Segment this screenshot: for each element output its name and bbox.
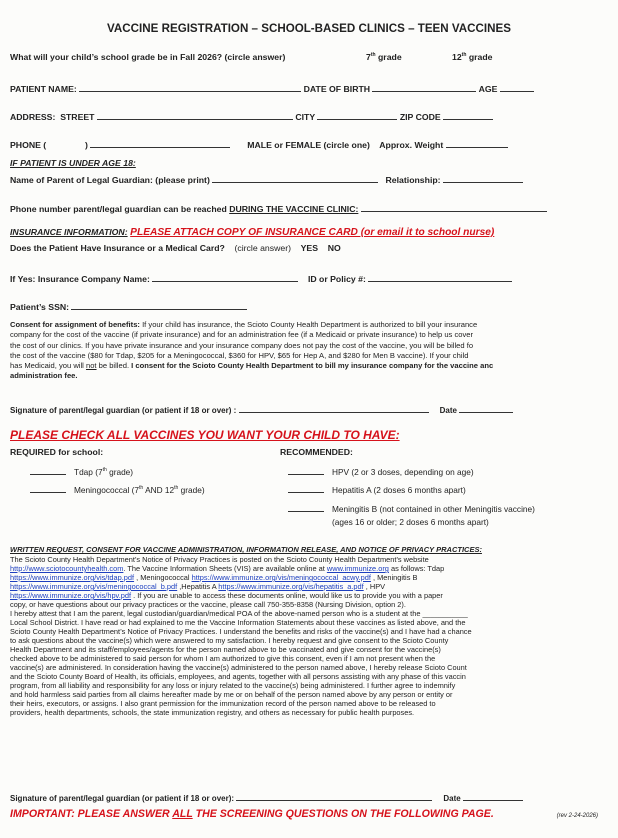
policy-field[interactable] — [368, 272, 512, 282]
city-label: CITY — [295, 112, 315, 122]
guardian-row — [10, 173, 612, 185]
signature-row-1 — [10, 403, 612, 415]
menb-checkbox[interactable] — [288, 511, 324, 512]
guardian-phone-row — [10, 202, 612, 214]
consent-heading: Consent for assignment of benefits: — [10, 320, 140, 329]
date-label-1: Date — [439, 406, 457, 415]
zip-field[interactable] — [443, 110, 493, 120]
date-field-1[interactable] — [459, 403, 513, 413]
hepa-row[interactable] — [288, 485, 612, 495]
address-row — [10, 110, 612, 122]
meningococcal-row[interactable]: Meningococcal (7th AND 12th grade) — [30, 485, 612, 495]
under-18-heading: IF PATIENT IS UNDER AGE 18: — [10, 158, 136, 168]
patient-name-row — [10, 82, 612, 94]
guardian-name-field[interactable] — [212, 173, 378, 183]
immunize-link[interactable]: www.immunize.org — [326, 564, 389, 573]
hepa-checkbox[interactable] — [288, 492, 324, 493]
privacy-line-1: The Scioto County Health Department’s Notice of Privacy Practices is posted on the Scioto County Health Department’s website — [10, 555, 429, 564]
signature-row-2 — [10, 791, 612, 803]
insurance-attach-note: PLEASE ATTACH COPY OF INSURANCE CARD (or email it to school nurse) — [130, 227, 495, 238]
privacy-line-3: https://www.immunize.org/vis/tdap.pdf , Meningococcal https://www.immunize.org/vis/meningococcal_acwy.pdf , Meningitis B — [10, 573, 418, 582]
insurance-no-option[interactable]: NO — [327, 243, 341, 253]
grade-12-option[interactable]: 12th grade — [452, 52, 493, 62]
guardian-name-label: Name of Parent of Legal Guardian: (please print) — [10, 175, 210, 185]
ssn-label: Patient’s SSN: — [10, 302, 70, 312]
weight-field[interactable] — [446, 138, 508, 148]
meningococcal-checkbox[interactable] — [30, 492, 66, 493]
circle-answer-note: (circle answer) — [234, 243, 291, 253]
consent-line-1-rest: If your child has insurance, the Scioto County Health Department is authorized to bill your insurance — [139, 320, 478, 329]
patient-name-label: PATIENT NAME: — [10, 84, 77, 94]
vaccine-headings — [10, 447, 612, 457]
hpv-checkbox[interactable] — [288, 474, 324, 475]
privacy-line-11: Health Department and its staff/employees/agents for the person named above to be vaccinated and give consent for the vaccine(s) — [10, 645, 441, 654]
ssn-field[interactable] — [71, 300, 247, 310]
privacy-line-18: providers, health departments, schools, the state immunization registry, and others as necessary for public health purposes. — [10, 708, 415, 717]
consent-line-5: has Medicaid, you will not be billed. I consent for the Scioto County Health Department to bill my insurance company for the vaccine anc — [10, 361, 494, 371]
health-dept-link[interactable]: http://www.sciotocountyhealth.com — [10, 564, 124, 573]
hpv-label: HPV (2 or 3 doses, depending on age) — [332, 467, 474, 477]
revision-date: (rev 2-24-2026) — [556, 813, 598, 819]
privacy-line-17: their heirs, executors, or assigns. I also grant permission for the immunization record of the person named above to be released to — [10, 699, 436, 708]
meningococcal-label: Meningococcal (7 — [74, 485, 140, 495]
ssn-row — [10, 300, 612, 312]
guardian-phone-label-underlined: DURING THE VACCINE CLINIC: — [229, 204, 359, 214]
signature-label-1: Signature of parent/legal guardian (or patient if 18 or over) : — [10, 406, 237, 415]
tdap-vis-link[interactable]: https://www.immunize.org/vis/tdap.pdf — [10, 573, 135, 582]
privacy-line-2: http://www.sciotocountyhealth.com. The Vaccine Information Sheets (VIS) are available online at www.immunize.org as follows: Tdap — [10, 564, 445, 573]
consent-line-6: administration fee. — [10, 371, 78, 381]
grade-question: What will your child’s school grade be in Fall 2026? (circle answer) — [10, 52, 286, 62]
zip-label: ZIP CODE — [399, 112, 441, 122]
menb-row[interactable] — [288, 504, 612, 514]
street-field[interactable] — [97, 110, 293, 120]
privacy-line-5: https://www.immunize.org/vis/hpv.pdf . If you are unable to access these documents online, would like us to provide you with a paper — [10, 591, 443, 600]
important-note-all: ALL — [172, 808, 193, 820]
written-request-heading: WRITTEN REQUEST, CONSENT FOR VACCINE ADMINISTRATION, INFORMATION RELEASE, AND NOTICE OF PRIVACY PRACTICES: — [10, 545, 482, 554]
consent-line-3: the cost of our clinics. If you have private insurance and your insurance company does not pay the cost of the vaccine, you will be billed fo — [10, 340, 474, 350]
grade-row — [10, 52, 612, 62]
insurance-heading-row — [10, 227, 612, 238]
check-all-heading: PLEASE CHECK ALL VACCINES YOU WANT YOUR CHILD TO HAVE: — [10, 428, 400, 442]
age-field[interactable] — [500, 82, 534, 92]
insurance-company-row — [10, 272, 612, 284]
relationship-label: Relationship: — [385, 175, 441, 185]
required-label: REQUIRED for school: — [10, 447, 104, 457]
privacy-line-16: and hold harmless said parties from all claims hereafter made by me or on behalf of the person named above by any person or entity or — [10, 690, 453, 699]
privacy-paragraph — [10, 555, 613, 717]
privacy-line-7: I hereby attest that I am the parent, legal custodian/guardian/medical POA of the above-named person who is a student at the ___________ — [10, 609, 468, 618]
hpv-vis-link[interactable]: https://www.immunize.org/vis/hpv.pdf — [10, 591, 132, 600]
important-note-post: THE SCREENING QUESTIONS ON THE FOLLOWING PAGE. — [192, 808, 494, 820]
privacy-line-12: checked above to be administered to said person for whom I am authorized to give this consent, even if I am not present when the — [10, 654, 436, 663]
city-field[interactable] — [317, 110, 397, 120]
dob-field[interactable] — [372, 82, 476, 92]
weight-label: Approx. Weight — [379, 140, 444, 150]
tdap-row[interactable]: Tdap (7th grade) — [30, 467, 612, 477]
area-code-field[interactable] — [49, 139, 83, 148]
guardian-phone-field[interactable] — [361, 202, 547, 212]
hepa-vis-link[interactable]: https://www.immunize.org/vis/hepatitis_a.pdf — [218, 582, 364, 591]
privacy-line-8: Local School District. I have read or had explained to me the Vaccine Information Statements about these vaccines as listed above, and the — [10, 618, 466, 627]
phone-row — [10, 138, 612, 150]
grade-7-option[interactable]: 7th grade — [366, 52, 402, 62]
signature-field-2[interactable] — [236, 791, 432, 801]
tdap-label: Tdap (7 — [74, 467, 103, 477]
relationship-field[interactable] — [443, 173, 523, 183]
form-title: VACCINE REGISTRATION – SCHOOL-BASED CLINICS – TEEN VACCINES — [107, 22, 511, 35]
hepa-label: Hepatitis A (2 doses 6 months apart) — [332, 485, 466, 495]
privacy-line-4: https://www.immunize.org/vis/meningococcal_b.pdf ,Hepatitis A https://www.immunize.org/vis/hepatitis_a.pdf , HPV — [10, 582, 386, 591]
date-field-2[interactable] — [463, 791, 523, 801]
insurance-company-label: If Yes: Insurance Company Name: — [10, 274, 150, 284]
phone-paren: ) — [85, 140, 88, 150]
policy-label: ID or Policy #: — [307, 274, 366, 284]
patient-name-field[interactable] — [79, 82, 301, 92]
guardian-phone-label: Phone number parent/legal guardian can be reached — [10, 204, 227, 214]
menb-vis-link[interactable]: https://www.immunize.org/vis/meningococcal_b.pdf — [10, 582, 178, 591]
insurance-yes-option[interactable]: YES — [300, 243, 319, 253]
important-note — [10, 808, 612, 820]
consent-line-2: company for the cost of the vaccine (if private insurance) and for an administration fee (if a Medicaid or private insurance) to help us cover — [10, 330, 474, 340]
address-label: ADDRESS: — [10, 112, 56, 122]
privacy-line-13: vaccine(s) are administered. In consideration having the vaccine(s) administered to the person named above, I hereby release Scioto Count — [10, 663, 467, 672]
menb-note: (ages 16 or older; 2 doses 6 months apart) — [332, 517, 489, 527]
privacy-line-14: and the Scioto County Board of Health, its officials, employees, and agents, together with all persons assisting with any phase of this vaccin — [10, 672, 466, 681]
consent-paragraph — [10, 320, 613, 382]
sex-option[interactable]: MALE or FEMALE (circle one) — [247, 140, 370, 150]
dob-label: DATE OF BIRTH — [303, 84, 371, 94]
mening-vis-link[interactable]: https://www.immunize.org/vis/meningococcal_acwy.pdf — [191, 573, 371, 582]
tdap-checkbox[interactable] — [30, 474, 66, 475]
hpv-row[interactable] — [288, 467, 612, 477]
insurance-heading: INSURANCE INFORMATION: — [10, 227, 128, 237]
privacy-line-6: copy, or have questions about our privacy practices or the vaccine, please call 750-355-8358 (Nursing Division, option 2). — [10, 600, 406, 609]
phone-label: PHONE ( — [10, 140, 47, 150]
consent-line-4: the cost of the vaccine ($80 for Tdap, $205 for a Meningococcal, $360 for HPV, $65 for Hep A, and $280 for Men B vaccine). If your child — [10, 350, 469, 360]
signature-label-2: Signature of parent/legal guardian (or patient if 18 or over): — [10, 794, 235, 803]
insurance-company-field[interactable] — [152, 272, 298, 282]
age-label: AGE — [478, 84, 498, 94]
privacy-line-10: to ask questions about the vaccine(s) which were answered to my satisfaction. I hereby request and give consent to the Scioto County — [10, 636, 449, 645]
signature-field-1[interactable] — [239, 403, 429, 413]
insurance-question: Does the Patient Have Insurance or a Medical Card? — [10, 243, 225, 253]
street-label: STREET — [60, 112, 95, 122]
date-label-2: Date — [443, 794, 461, 803]
recommended-label: RECOMMENDED: — [280, 447, 353, 457]
important-note-pre: IMPORTANT: PLEASE ANSWER — [10, 808, 173, 820]
privacy-line-15: program, from all liability and responsibility for any loss or injury related to the vaccine(s) being administered. I further agree to indemnify — [10, 681, 456, 690]
menb-label: Meningitis B (not contained in other Meningitis vaccine) — [332, 504, 535, 514]
insurance-question-row — [10, 243, 612, 253]
privacy-line-9: Scioto County Health Department’s Notice of Privacy Practices. I understand the benefits and risks of the vaccine(s) and I have had a chance — [10, 627, 472, 636]
phone-field[interactable] — [90, 138, 230, 148]
